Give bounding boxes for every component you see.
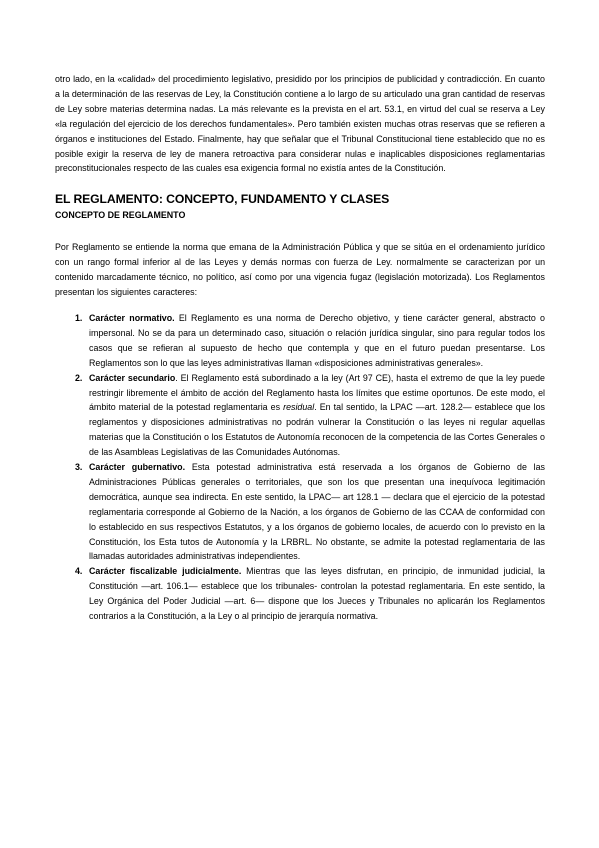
list-item-text: El Reglamento es una norma de Derecho objetivo, y tiene carácter general, abstracto o impersonal. No se da para un determinado caso, situación o relación jurídica singular, sino para regular todos los casos que se refieran al supuesto de hecho que contempla y que en el futuro puedan presentarse. Los Reglamentos son lo que las leyes administrativas llaman «disposiciones administrativas generales».: [89, 312, 545, 368]
list-item-text: . En tal sentido, la LPAC —art. 128.2— establece que los reglamentos y disposiciones administrativas no podrán vulnerar la Constitución o las leyes ni regular aquellas materias que la Constitución o los Estatutos de Autonomía reconocen de la competencia de las Cortes Generales o de las Asambleas Legislativas de las Comunidades Autónomas.: [89, 402, 545, 458]
list-item-number: 4.: [75, 566, 83, 577]
characteristics-list: [55, 311, 545, 624]
list-item-text: . El Reglamento está subordinado a la ley (Art 97 CE), hasta el extremo de que la ley puede restringir libremente el ámbito de acción del Reglamento hasta los límites que estime oportunos. De este modo, el ámbito material de la potestad reglamentaria es: [89, 372, 545, 413]
list-item-title: Carácter gubernativo.: [89, 462, 186, 473]
opening-paragraph: otro lado, en la «calidad» del procedimiento legislativo, presidido por los principios de publicidad y contradicción. En cuanto a la determinación de las reservas de Ley, la Constitución contiene a lo largo de su articulado una gran cantidad de reservas de Ley sobre materias determina nadas. La más relevante es la prevista en el art. 53.1, en virtud del cual se reserva a Ley «la regulación del ejercicio de los derechos fundamentales». Pero también existen muchas otras reservas que se refieren a órganos e instituciones del Estado. Finalmente, hay que señalar que el Tribunal Constitucional tiene establecido que no es posible exigir la reserva de ley de manera retroactiva para considerar nulas e inaplicables disposiciones reglamentarias preconstitucionales respecto de las cuales esa exigencia formal no existía antes de la Constitución.: [55, 74, 545, 174]
list-item-title: Carácter secundario: [89, 372, 176, 383]
list-item: [55, 311, 545, 371]
list-item-title: Carácter fiscalizable judicialmente.: [89, 566, 242, 577]
list-item-number: 1.: [75, 312, 83, 323]
subsection-heading: CONCEPTO DE REGLAMENTO: [55, 210, 186, 221]
list-item-number: 3.: [75, 462, 83, 473]
list-item-text: Esta potestad administrativa está reservada a los órganos de Gobierno de las Administraciones Públicas generales o territoriales, que son los que presentan una inequívoca legitimación democrática, aunque sea indirecta. En este sentido, la LPAC— art 128.1 — declara que el ejercicio de la potestad reglamentaria corresponde al Gobierno de la Nación, a los órganos de Gobierno de las CCAA de conformidad con lo establecido en sus respectivos Estatutos, y a los órganos de gobierno locales, de acuerdo con lo previsto en la Constitución, los Esta tutos de Autonomía y la LRBRL. No obstante, se admite la potestad reglamentaria de las llamadas autoridades administrativas independientes.: [89, 462, 545, 562]
page-content: [55, 72, 545, 624]
list-item-title: Carácter normativo.: [89, 312, 175, 323]
list-item-emphasis: residual: [283, 402, 315, 413]
intro-paragraph: Por Reglamento se entiende la norma que emana de la Administración Pública y que se sitúa en el ordenamiento jurídico con un rango formal inferior al de las Leyes y demás normas con fuerza de Ley. normalmente se caracterizan por un contenido marcadamente técnico, no político, así como por una vigencia fugaz (legislación motorizada). Los Reglamentos presentan los siguientes caracteres:: [55, 242, 545, 298]
list-item-text: Mientras que las leyes disfrutan, en principio, de inmunidad judicial, la Constitución —art. 106.1— establece que los tribunales- controlan la potestad reglamentaria. En este sentido, la Ley Orgánica del Poder Judicial —art. 6— dispone que los Jueces y Tribunales no aplicarán los Reglamentos contrarios a la Constitución, a la Ley o al principio de jerarquía normativa.: [89, 566, 545, 622]
list-item: [55, 460, 545, 564]
list-item: [55, 564, 545, 624]
list-item-number: 2.: [75, 372, 83, 383]
list-item: [55, 371, 545, 460]
section-heading: EL REGLAMENTO: CONCEPTO, FUNDAMENTO Y CLASES: [55, 192, 390, 207]
